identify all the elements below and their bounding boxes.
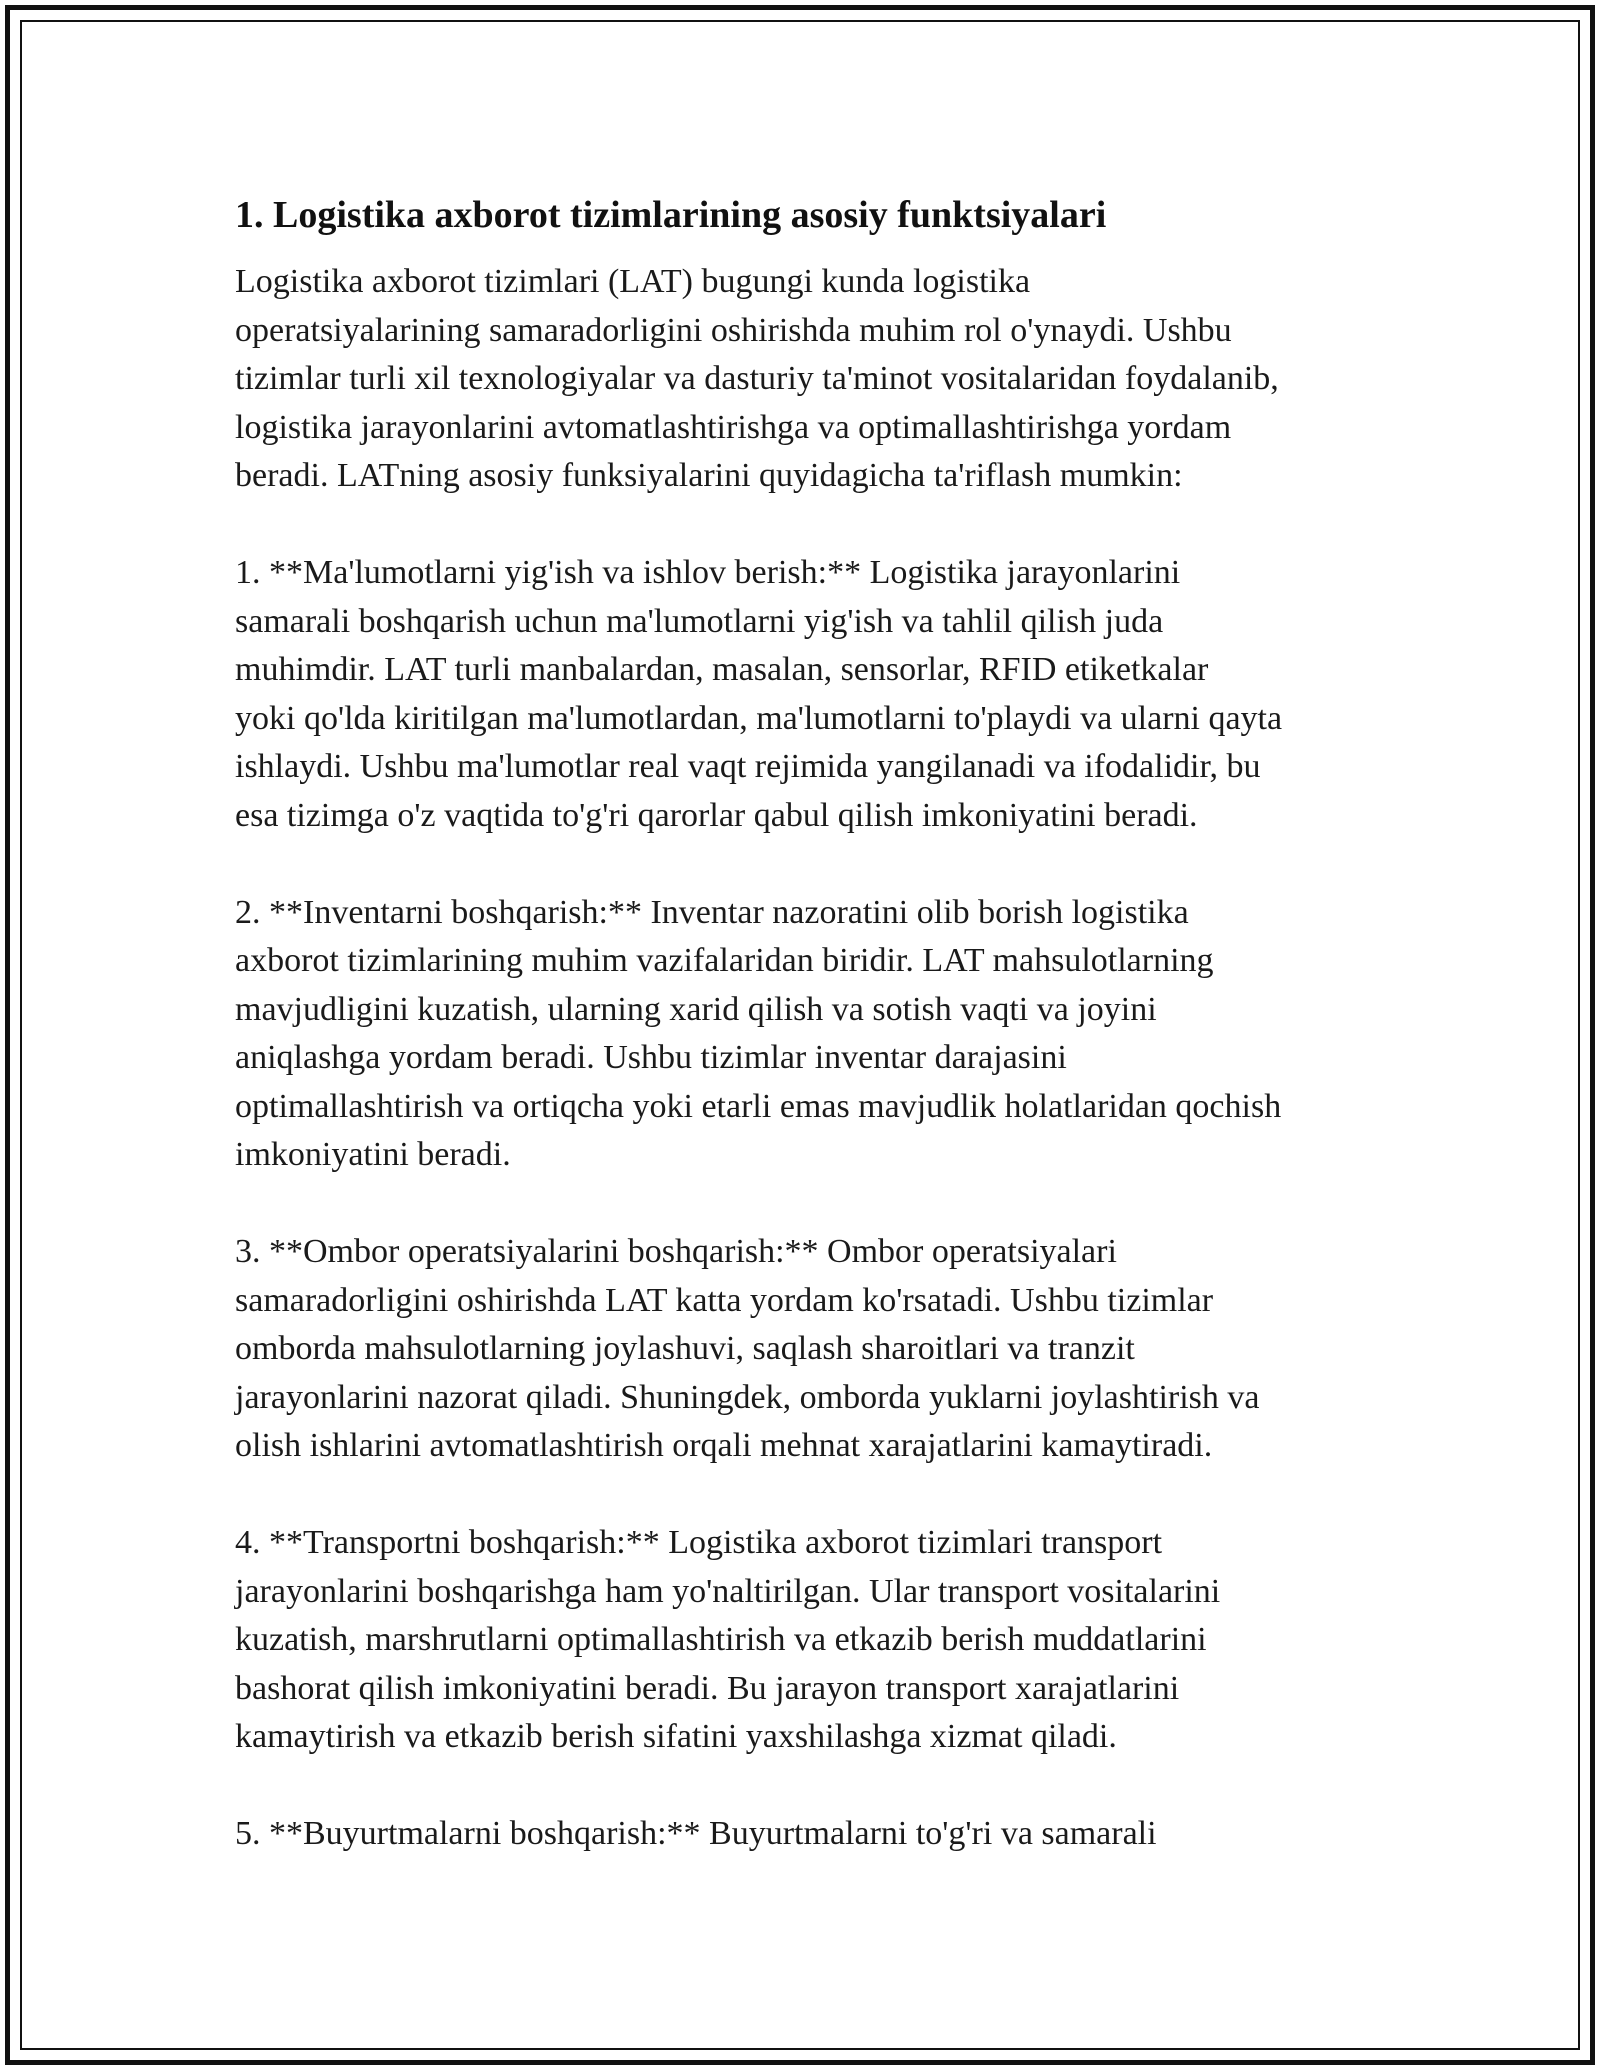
- paragraph-line: optimallashtirish va ortiqcha yoki etarli emas mavjudlik holatlaridan qochish: [235, 1087, 1282, 1125]
- paragraph: [235, 1228, 1375, 1471]
- paragraph-line: imkoniyatini beradi.: [235, 1136, 511, 1173]
- section-heading: 1. Logistika axborot tizimlarining asosiy funktsiyalari: [235, 194, 1107, 236]
- paragraph-line: bashorat qilish imkoniyatini beradi. Bu jarayon transport xarajatlarini: [235, 1669, 1180, 1707]
- paragraph-line: olish ishlarini avtomatlashtirish orqali mehnat xarajatlarini kamaytiradi.: [235, 1427, 1213, 1464]
- paragraph-line: esa tizimga o'z vaqtida to'g'ri qarorlar qabul qilish imkoniyatini beradi.: [235, 796, 1198, 834]
- paragraph-line: jarayonlarini nazorat qiladi. Shuningdek, omborda yuklarni joylashtirish va: [235, 1378, 1260, 1416]
- paragraph-line: 2. **Inventarni boshqarish:** Inventar nazoratini olib borish logistika: [235, 893, 1189, 931]
- paragraph-line: omborda mahsulotlarning joylashuvi, saqlash sharoitlari va tranzit: [235, 1330, 1135, 1367]
- paragraph: [235, 889, 1375, 1180]
- paragraph-line: tizimlar turli xil texnologiyalar va dasturiy ta'minot vositalaridan foydalanib,: [235, 360, 1279, 397]
- paragraph-line: logistika jarayonlarini avtomatlashtirishga va optimallashtirishga yordam: [235, 408, 1232, 446]
- paragraph: [235, 549, 1375, 840]
- paragraph: [235, 258, 1375, 501]
- paragraph-line: mavjudligini kuzatish, ularning xarid qilish va sotish vaqti va joyini: [235, 990, 1157, 1028]
- paragraph: [235, 1519, 1375, 1762]
- paragraph-line: 4. **Transportni boshqarish:** Logistika axborot tizimlari transport: [235, 1524, 1163, 1561]
- paragraph-line: muhimdir. LAT turli manbalardan, masalan, sensorlar, RFID etiketkalar: [235, 651, 1209, 688]
- paragraph-line: kuzatish, marshrutlarni optimallashtirish va etkazib berish muddatlarini: [235, 1621, 1207, 1658]
- paragraph-line: samarali boshqarish uchun ma'lumotlarni yig'ish va tahlil qilish juda: [235, 602, 1164, 640]
- paragraph-line: operatsiyalarining samaradorligini oshirishda muhim rol o'ynaydi. Ushbu: [235, 311, 1232, 349]
- paragraph-line: axborot tizimlarining muhim vazifalaridan biridir. LAT mahsulotlarning: [235, 942, 1214, 979]
- paragraph-line: yoki qo'lda kiritilgan ma'lumotlardan, ma'lumotlarni to'playdi va ularni qayta: [235, 699, 1283, 737]
- paragraph: [235, 1810, 1375, 1859]
- document-body: [235, 188, 1375, 1907]
- paragraph-line: jarayonlarini boshqarishga ham yo'naltirilgan. Ular transport vositalarini: [235, 1572, 1221, 1610]
- paragraph-list: [235, 258, 1375, 1859]
- paragraph-line: 5. **Buyurtmalarni boshqarish:** Buyurtmalarni to'g'ri va samarali: [235, 1815, 1157, 1852]
- paragraph-line: 1. **Ma'lumotlarni yig'ish va ishlov berish:** Logistika jarayonlarini: [235, 554, 1181, 591]
- paragraph-line: beradi. LATning asosiy funksiyalarini quyidagicha ta'riflash mumkin:: [235, 457, 1183, 494]
- paragraph-line: 3. **Ombor operatsiyalarini boshqarish:** Ombor operatsiyalari: [235, 1233, 1117, 1270]
- paragraph-line: aniqlashga yordam beradi. Ushbu tizimlar inventar darajasini: [235, 1039, 1067, 1076]
- paragraph-line: kamaytirish va etkazib berish sifatini yaxshilashga xizmat qiladi.: [235, 1718, 1117, 1755]
- paragraph-line: ishlaydi. Ushbu ma'lumotlar real vaqt rejimida yangilanadi va ifodalidir, bu: [235, 748, 1261, 785]
- paragraph-line: Logistika axborot tizimlari (LAT) bugungi kunda logistika: [235, 263, 1031, 300]
- paragraph-line: samaradorligini oshirishda LAT katta yordam ko'rsatadi. Ushbu tizimlar: [235, 1281, 1214, 1319]
